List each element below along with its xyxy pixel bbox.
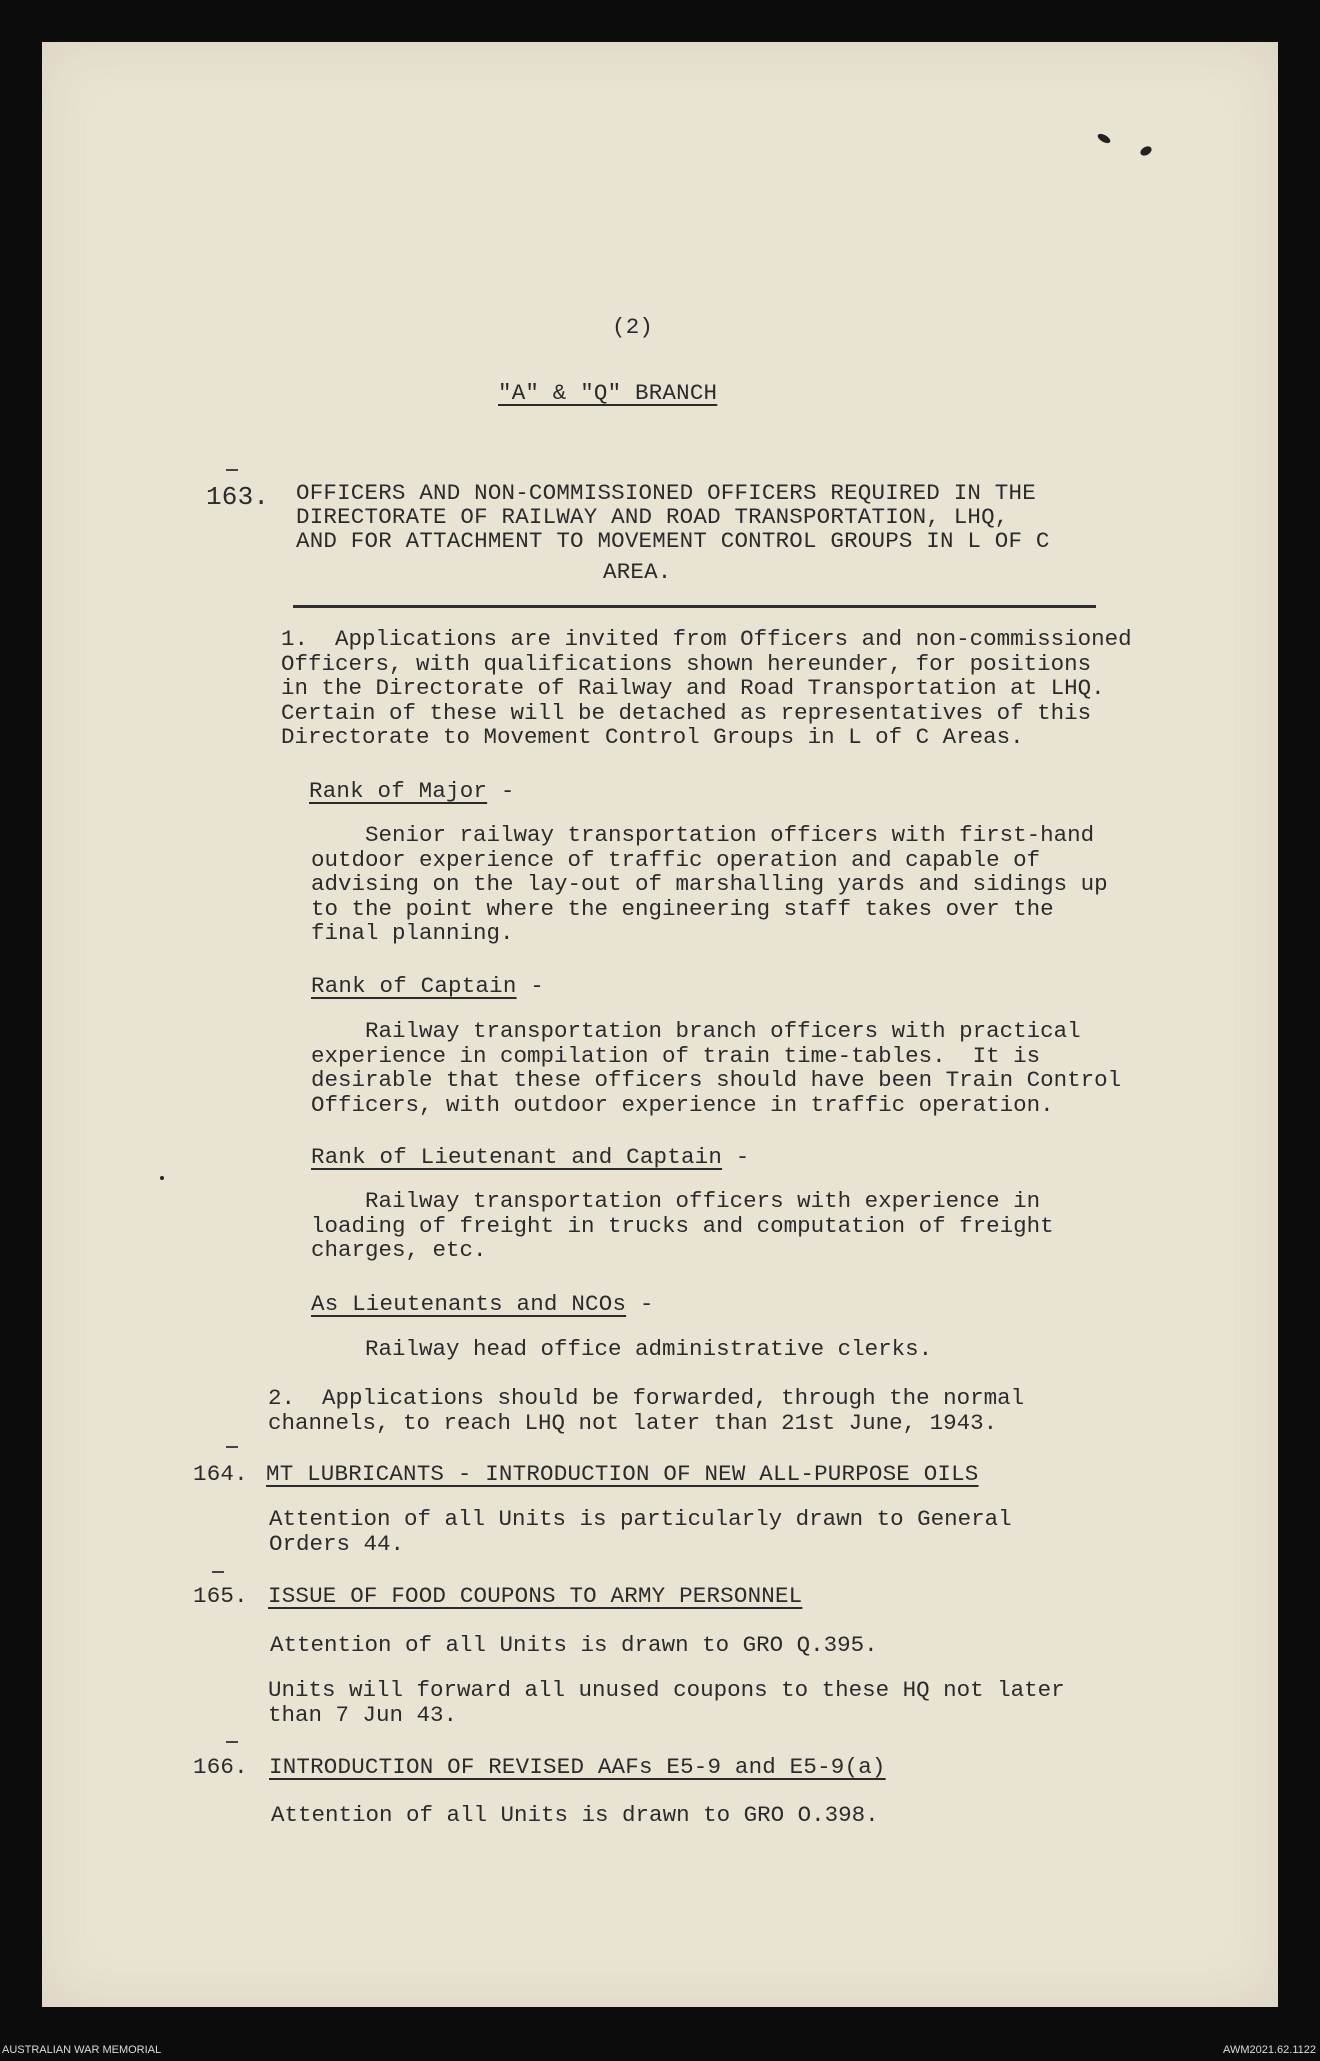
rank-heading-text: Rank of Captain — [311, 973, 517, 999]
rank-heading-dash: - — [626, 1291, 654, 1317]
item-165-body-1: Attention of all Units is drawn to GRO Q.395. — [270, 1632, 878, 1658]
ink-speck — [160, 1176, 164, 1180]
rank-body-lieutenant-captain: Railway transportation officers with experience in loading of freight in trucks and computation of freight charges, etc. — [311, 1188, 1054, 1264]
rank-body-major: Senior railway transportation officers with first-hand outdoor experience of traffic operation and capable of advising on the lay-out of marshalling yards and sidings up to the point where the engineering staff takes over the final planning. — [311, 822, 1108, 947]
rank-heading-dash: - — [722, 1144, 750, 1170]
item-164-body: Attention of all Units is particularly drawn to General Orders 44. — [269, 1506, 1012, 1557]
rank-body-captain: Railway transportation branch officers with practical experience in compilation of train time-tables. It is desirable that these officers should have been Train Control Officers, with outdoor experience in traffic operation. — [311, 1018, 1122, 1118]
margin-tick — [226, 469, 238, 471]
rank-heading-text: Rank of Major — [309, 778, 488, 804]
rank-heading-dash: - — [516, 973, 544, 999]
rank-heading-major — [309, 779, 515, 804]
rank-heading-lieutenants-ncos — [311, 1292, 654, 1317]
rank-heading-lieutenant-captain — [311, 1145, 749, 1170]
footer-archive-name: AUSTRALIAN WAR MEMORIAL — [2, 2044, 162, 2056]
footer-archive-id: AWM2021.62.1122 — [1223, 2044, 1316, 2056]
rank-heading-text: As Lieutenants and NCOs — [311, 1291, 627, 1317]
item-163-title-line: AND FOR ATTACHMENT TO MOVEMENT CONTROL GROUPS IN L OF C — [296, 528, 1050, 554]
item-165-body-2: Units will forward all unused coupons to these HQ not later than 7 Jun 43. — [268, 1677, 1065, 1728]
rank-heading-captain — [311, 974, 544, 999]
rank-body-lieutenants-ncos: Railway head office administrative clerks. — [311, 1336, 933, 1362]
item-163-title-line: OFFICERS AND NON-COMMISSIONED OFFICERS REQUIRED IN THE — [296, 480, 1036, 506]
rank-heading-dash: - — [487, 778, 515, 804]
item-166-title: INTRODUCTION OF REVISED AAFs E5-9 and E5-9(a) — [269, 1754, 886, 1780]
rank-heading-text: Rank of Lieutenant and Captain — [311, 1144, 723, 1170]
item-164-number: 164. — [193, 1461, 248, 1487]
item-165-number: 165. — [193, 1583, 248, 1609]
page-number: (2) — [612, 314, 654, 340]
title-rule — [293, 605, 1096, 608]
item-163-title-line: DIRECTORATE OF RAILWAY AND ROAD TRANSPORTATION, LHQ, — [296, 504, 1009, 530]
item-166-number: 166. — [193, 1754, 248, 1780]
item-164-title: MT LUBRICANTS - INTRODUCTION OF NEW ALL-PURPOSE OILS — [266, 1461, 979, 1487]
item-163-title-line: AREA. — [603, 559, 672, 585]
margin-tick — [226, 1446, 238, 1448]
item-166-body: Attention of all Units is drawn to GRO O.398. — [271, 1802, 879, 1828]
margin-tick — [226, 1741, 238, 1743]
item-163-paragraph-1: 1. Applications are invited from Officers and non-commissioned Officers, with qualifications shown hereunder, for positions in the Directorate of Railway and Road Transportation at LHQ. Certain of these will be detached as representatives of this Directorate to Movement Control Groups in L of C Areas. — [281, 626, 1132, 751]
item-165-title: ISSUE OF FOOD COUPONS TO ARMY PERSONNEL — [268, 1583, 803, 1609]
item-163-number: 163. — [206, 482, 270, 512]
item-163-paragraph-2: 2. Applications should be forwarded, through the normal channels, to reach LHQ not later than 21st June, 1943. — [268, 1385, 1025, 1436]
margin-tick — [212, 1571, 224, 1573]
branch-heading: "A" & "Q" BRANCH — [498, 380, 718, 406]
